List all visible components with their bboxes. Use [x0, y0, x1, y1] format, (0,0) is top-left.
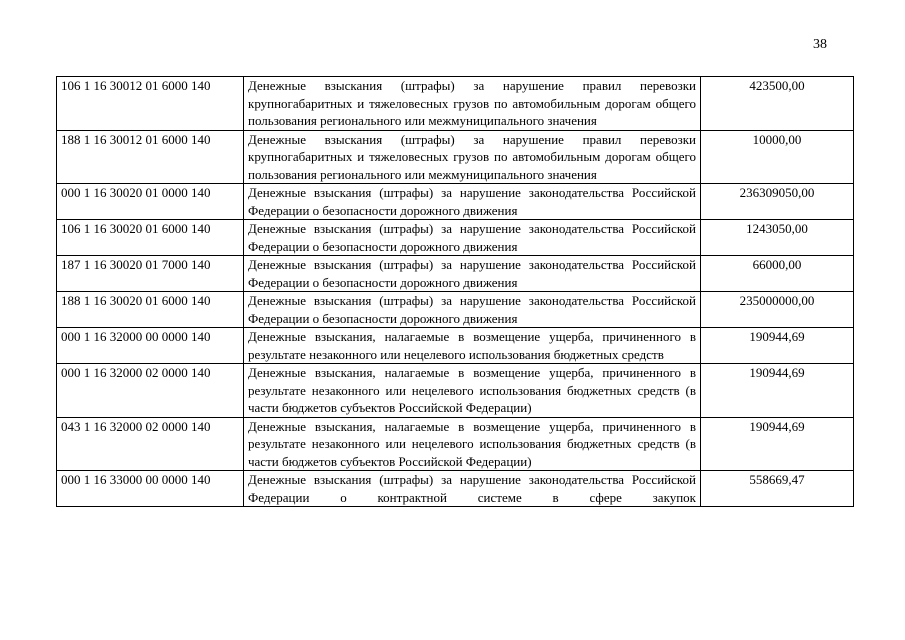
row-description: Денежные взыскания (штрафы) за нарушение законодательства Российской Федерации о безопасности дорожного движения — [244, 220, 701, 256]
row-amount: 66000,00 — [701, 256, 854, 292]
row-code: 000 1 16 30020 01 0000 140 — [57, 184, 244, 220]
row-code: 043 1 16 32000 02 0000 140 — [57, 417, 244, 471]
table-row — [57, 292, 854, 328]
row-code: 188 1 16 30020 01 6000 140 — [57, 292, 244, 328]
row-description: Денежные взыскания (штрафы) за нарушение законодательства Российской Федерации о безопасности дорожного движения — [244, 184, 701, 220]
table-row — [57, 256, 854, 292]
row-amount: 423500,00 — [701, 77, 854, 131]
table-row — [57, 184, 854, 220]
row-code: 187 1 16 30020 01 7000 140 — [57, 256, 244, 292]
row-description: Денежные взыскания (штрафы) за нарушение законодательства Российской Федерации о контрактной системе в сфере закупок — [248, 472, 696, 505]
row-code: 106 1 16 30020 01 6000 140 — [57, 220, 244, 256]
row-code: 106 1 16 30012 01 6000 140 — [57, 77, 244, 131]
row-amount: 190944,69 — [701, 328, 854, 364]
row-amount: 236309050,00 — [701, 184, 854, 220]
row-amount: 190944,69 — [701, 364, 854, 418]
table-row — [57, 220, 854, 256]
row-amount: 190944,69 — [701, 417, 854, 471]
row-code: 000 1 16 33000 00 0000 140 — [57, 471, 244, 507]
row-amount: 1243050,00 — [701, 220, 854, 256]
table-row — [57, 364, 854, 418]
row-description-cell — [244, 471, 701, 507]
row-description: Денежные взыскания (штрафы) за нарушение правил перевозки крупногабаритных и тяжеловесных грузов по автомобильным дорогам общего пользования регионального или межмуниципального значения — [244, 130, 701, 184]
row-amount: 10000,00 — [701, 130, 854, 184]
row-amount: 558669,47 — [701, 471, 854, 507]
row-description: Денежные взыскания, налагаемые в возмещение ущерба, причиненного в результате незаконного или нецелевого использования бюджетных средств (в части бюджетов субъектов Российской Федерации) — [244, 417, 701, 471]
row-code: 000 1 16 32000 02 0000 140 — [57, 364, 244, 418]
row-description: Денежные взыскания (штрафы) за нарушение правил перевозки крупногабаритных и тяжеловесных грузов по автомобильным дорогам общего пользования регионального или межмуниципального значения — [244, 77, 701, 131]
table-row — [57, 77, 854, 131]
row-description: Денежные взыскания (штрафы) за нарушение законодательства Российской Федерации о безопасности дорожного движения — [244, 256, 701, 292]
table-row — [57, 417, 854, 471]
row-description: Денежные взыскания, налагаемые в возмещение ущерба, причиненного в результате незаконного или нецелевого использования бюджетных средств (в части бюджетов субъектов Российской Федерации) — [244, 364, 701, 418]
table-row — [57, 328, 854, 364]
row-amount: 235000000,00 — [701, 292, 854, 328]
row-description: Денежные взыскания (штрафы) за нарушение законодательства Российской Федерации о безопасности дорожного движения — [244, 292, 701, 328]
page-number: 38 — [813, 37, 827, 52]
revenue-table — [56, 76, 854, 507]
row-code: 000 1 16 32000 00 0000 140 — [57, 328, 244, 364]
table-row — [57, 130, 854, 184]
row-description: Денежные взыскания, налагаемые в возмещение ущерба, причиненного в результате незаконного или нецелевого использования бюджетных средств — [244, 328, 701, 364]
row-code: 188 1 16 30012 01 6000 140 — [57, 130, 244, 184]
table-row — [57, 471, 854, 507]
